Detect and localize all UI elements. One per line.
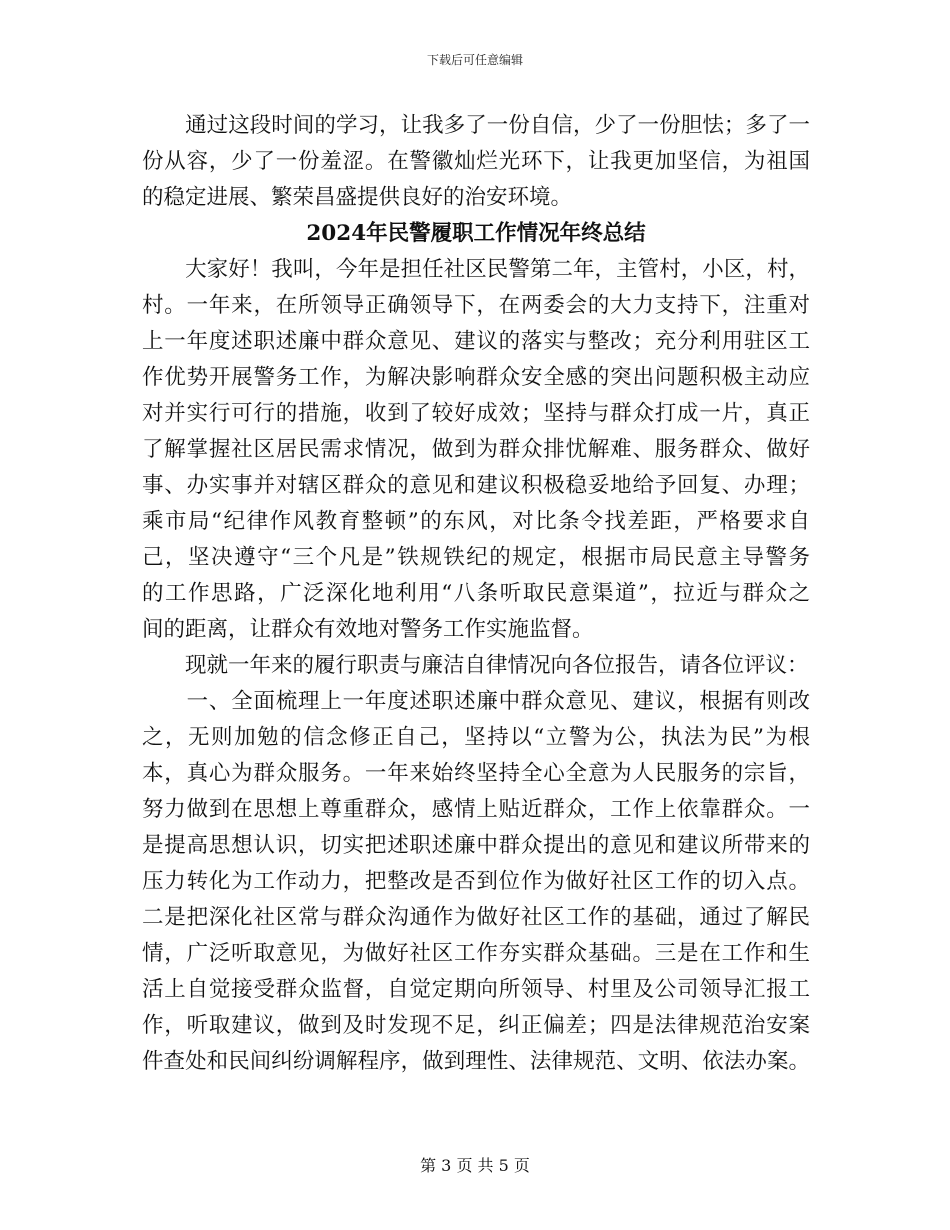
text-line: 作，听取建议，做到及时发现不足，纠正偏差；四是法律规范治安案	[142, 1013, 810, 1038]
text-line: 活上自觉接受群众监督，自觉定期向所领导、村里及公司领导汇报工	[142, 977, 810, 1002]
text-line: 的稳定进展、繁荣昌盛提供良好的治安环境。	[142, 185, 573, 210]
text-line: 间的距离，让群众有效地对警务工作实施监督。	[142, 617, 594, 642]
text-line: 情，广泛听取意见，为做好社区工作夯实群众基础。三是在工作和生	[142, 941, 810, 966]
text-line: 二是把深化社区常与群众沟通作为做好社区工作的基础，通过了解民	[142, 905, 810, 930]
text-line: 之，无则加勉的信念修正自己，坚持以“立警为公，执法为民”为根	[142, 725, 810, 750]
text-line: 了解掌握社区居民需求情况，做到为群众排忧解难、服务群众、做好	[142, 437, 810, 462]
text-line: 通过这段时间的学习，让我多了一份自信，少了一份胆怯；多了一	[142, 113, 810, 138]
text-line: 份从容，少了一份羞涩。在警徽灿烂光环下，让我更加坚信，为祖国	[142, 149, 810, 174]
text-line: 上一年度述职述廉中群众意见、建议的落实与整改；充分利用驻区工	[142, 329, 810, 354]
text-line: 是提高思想认识，切实把述职述廉中群众提出的意见和建议所带来的	[142, 833, 810, 858]
text-line: 事、办实事并对辖区群众的意见和建议积极稳妥地给予回复、办理；	[142, 473, 810, 498]
document-body	[142, 108, 810, 1080]
intro-paragraph	[142, 108, 810, 216]
document-title: 2024年民警履职工作情况年终总结	[306, 221, 646, 246]
header-note: 下载后可任意编辑	[426, 53, 523, 67]
text-line: 对并实行可行的措施，收到了较好成效；坚持与群众打成一片，真正	[142, 401, 810, 426]
text-line: 本，真心为群众服务。一年来始终坚持全心全意为人民服务的宗旨，	[142, 761, 810, 786]
text-line: 作优势开展警务工作，为解决影响群众安全感的突出问题积极主动应	[142, 365, 810, 390]
text-line: 压力转化为工作动力，把整改是否到位作为做好社区工作的切入点。	[142, 869, 810, 894]
text-line: 乘市局“纪律作风教育整顿”的东风，对比条令找差距，严格要求自	[142, 509, 810, 534]
text-line: 努力做到在思想上尊重群众，感情上贴近群众，工作上依靠群众。一	[142, 797, 810, 822]
text-line: 村。一年来，在所领导正确领导下，在两委会的大力支持下，注重对	[142, 293, 810, 318]
text-line: 大家好！我叫，今年是担任社区民警第二年，主管村，小区，村，	[142, 257, 810, 282]
text-line: 现就一年来的履行职责与廉洁自律情况向各位报告，请各位评议：	[142, 653, 809, 678]
text-line: 件查处和民间纠纷调解程序，做到理性、法律规范、文明、依法办案。	[142, 1049, 810, 1074]
paragraph-greeting	[142, 252, 810, 648]
paragraph-section-one	[142, 684, 810, 1080]
text-line: 己，坚决遵守“三个凡是”铁规铁纪的规定，根据市局民意主导警务	[142, 545, 810, 570]
text-line: 的工作思路，广泛深化地利用“八条听取民意渠道”，拉近与群众之	[142, 581, 810, 606]
text-line: 一、全面梳理上一年度述职述廉中群众意见、建议，根据有则改	[142, 689, 810, 714]
page-number: 第 3 页 共 5 页	[420, 1156, 530, 1175]
paragraph-report-intro	[142, 648, 810, 684]
